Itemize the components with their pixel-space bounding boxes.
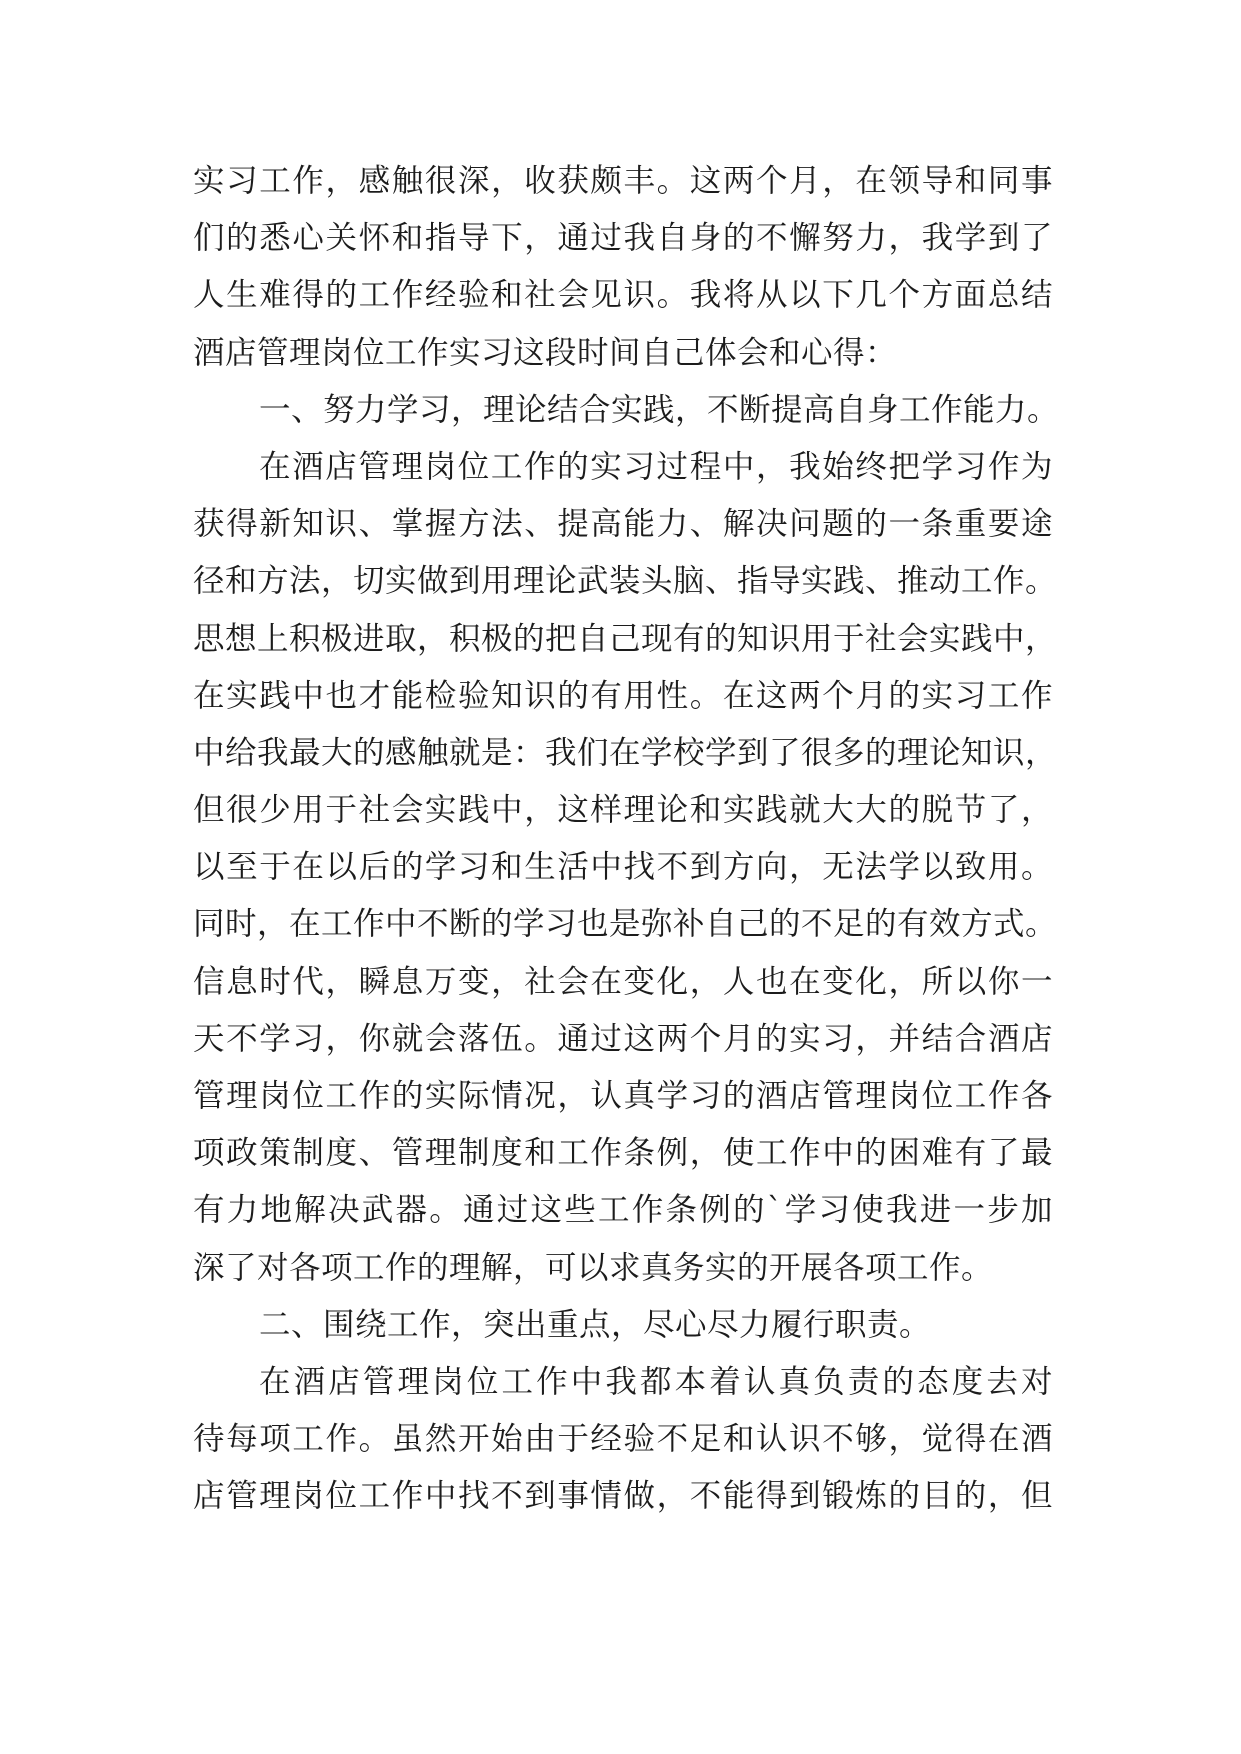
text-line: 待每项工作。虽然开始由于经验不足和认识不够，觉得在酒 bbox=[193, 1421, 1053, 1458]
text-line: 在实践中也才能检验知识的有用性。在这两个月的实习工作 bbox=[193, 677, 1053, 714]
body-text bbox=[193, 153, 1060, 1526]
text-line: 酒店管理岗位工作实习这段时间自己体会和心得： bbox=[193, 334, 898, 371]
paragraph-first-line: 在酒店管理岗位工作中我都本着认真负责的态度去对 bbox=[259, 1363, 1053, 1400]
paragraph-first-line: 在酒店管理岗位工作的实习过程中，我始终把学习作为 bbox=[259, 448, 1053, 485]
text-line: 深了对各项工作的理解，可以求真务实的开展各项工作。 bbox=[193, 1249, 994, 1286]
text-line: 以至于在以后的学习和生活中找不到方向，无法学以致用。 bbox=[193, 849, 1053, 886]
text-line: 获得新知识、掌握方法、提高能力、解决问题的一条重要途 bbox=[193, 506, 1053, 543]
text-line: 思想上积极进取，积极的把自己现有的知识用于社会实践中， bbox=[193, 620, 1058, 657]
text-line: 天不学习，你就会落伍。通过这两个月的实习，并结合酒店 bbox=[193, 1020, 1053, 1057]
section-heading-1: 一、努力学习，理论结合实践，不断提高自身工作能力。 bbox=[259, 391, 1060, 428]
text-line: 有力地解决武器。通过这些工作条例的`学习使我进一步加 bbox=[193, 1192, 1053, 1229]
text-line: 径和方法，切实做到用理论武装头脑、指导实践、推动工作。 bbox=[193, 563, 1058, 600]
text-line: 但很少用于社会实践中，这样理论和实践就大大的脱节了， bbox=[193, 792, 1053, 829]
text-line: 实习工作，感触很深，收获颇丰。这两个月，在领导和同事 bbox=[193, 163, 1053, 199]
text-line: 中给我最大的感触就是：我们在学校学到了很多的理论知识， bbox=[193, 734, 1058, 771]
text-line: 人生难得的工作经验和社会见识。我将从以下几个方面总结 bbox=[193, 277, 1053, 314]
section-heading-2: 二、围绕工作，突出重点，尽心尽力履行职责。 bbox=[259, 1306, 932, 1343]
text-line: 管理岗位工作的实际情况，认真学习的酒店管理岗位工作各 bbox=[193, 1078, 1053, 1114]
text-line: 店管理岗位工作中找不到事情做，不能得到锻炼的目的，但 bbox=[193, 1478, 1053, 1515]
text-line: 项政策制度、管理制度和工作条例，使工作中的困难有了最 bbox=[193, 1135, 1053, 1172]
text-line: 同时，在工作中不断的学习也是弥补自己的不足的有效方式。 bbox=[193, 906, 1058, 943]
text-line: 们的悉心关怀和指导下，通过我自身的不懈努力，我学到了 bbox=[193, 220, 1053, 257]
text-line: 信息时代，瞬息万变，社会在变化，人也在变化，所以你一 bbox=[193, 963, 1053, 1000]
